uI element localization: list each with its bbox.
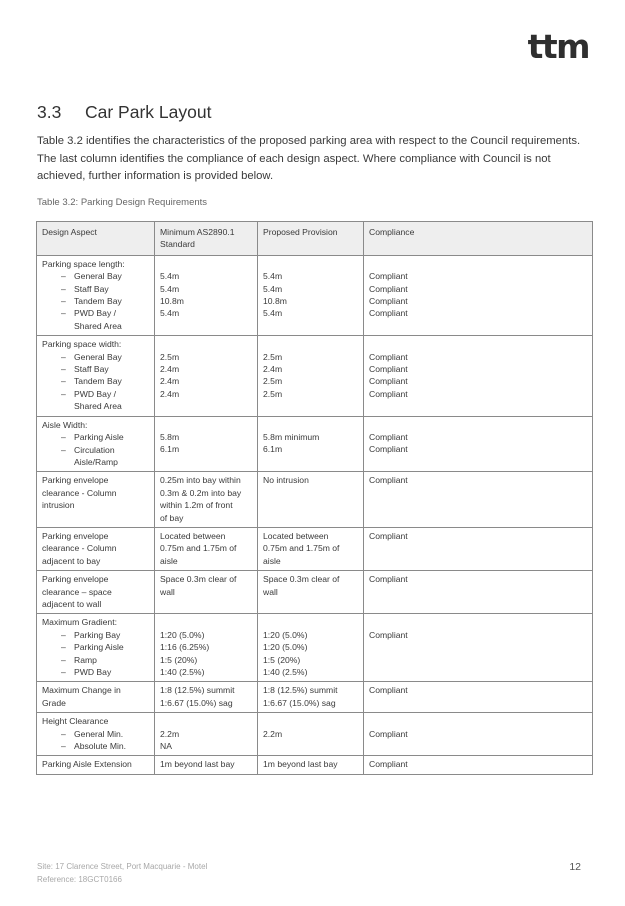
- minimum-standard-cell: [155, 571, 258, 614]
- sub-item: [42, 375, 149, 387]
- min-value: 5.4m: [160, 271, 180, 282]
- sub-item: [42, 431, 149, 443]
- design-aspect-cell: [37, 472, 155, 528]
- sub-item: [42, 388, 149, 413]
- spacer: [160, 419, 252, 431]
- minimum-standard-cell: [155, 713, 258, 756]
- sub-item-label: – Tandem Bay: [74, 376, 122, 387]
- proposed-provision-cell: [258, 756, 364, 774]
- compliance-value: Compliant: [369, 296, 408, 307]
- proposed-value: 2.5m: [263, 351, 283, 362]
- aspect-text: intrusion: [42, 500, 75, 511]
- compliance-value: Compliant: [369, 271, 408, 282]
- proposed-value: 1m beyond last bay: [263, 759, 338, 770]
- aspect-text: adjacent to wall: [42, 598, 102, 609]
- proposed-value: 5.4m: [263, 283, 283, 294]
- proposed-value: 2.4m: [263, 364, 283, 375]
- group-title: Height Clearance: [42, 716, 109, 727]
- proposed-provision-cell: [258, 472, 364, 528]
- min-value: 2.5m: [160, 351, 180, 362]
- min-value: Space 0.3m clear of: [160, 574, 237, 585]
- proposed-value: 1:20 (5.0%): [263, 629, 308, 640]
- sub-item: [42, 641, 149, 653]
- min-value: NA: [160, 741, 172, 752]
- spacer: [160, 320, 252, 332]
- compliance-value: Compliant: [369, 759, 408, 770]
- minimum-standard-cell: [155, 614, 258, 682]
- sub-item-label: – General Bay: [74, 351, 122, 362]
- spacer: [369, 400, 587, 412]
- compliance-cell: [364, 336, 593, 416]
- proposed-provision-cell: [258, 255, 364, 335]
- sub-item: [42, 295, 149, 307]
- proposed-value: 1:40 (2.5%): [263, 666, 308, 677]
- table-row: [37, 614, 593, 682]
- design-aspect-cell: [37, 416, 155, 472]
- section-number: 3.3: [37, 102, 62, 122]
- compliance-value: Compliant: [369, 376, 408, 387]
- sub-item-label: – PWD Bay /: [74, 388, 117, 399]
- proposed-value: wall: [263, 586, 278, 597]
- group-title: Parking space width:: [42, 339, 122, 350]
- header-proposed-provision: Proposed Provision: [258, 222, 364, 256]
- aspect-text: clearance - Column: [42, 487, 117, 498]
- min-value: 1:6.67 (15.0%) sag: [160, 697, 233, 708]
- sub-item-label: – PWD Bay /: [74, 308, 117, 319]
- min-value: 2.2m: [160, 728, 180, 739]
- aspect-text: Parking envelope: [42, 530, 109, 541]
- compliance-value: [369, 740, 587, 752]
- design-aspect-cell: [37, 713, 155, 756]
- sub-item-label: – Staff Bay: [74, 283, 109, 294]
- sub-item: [42, 283, 149, 295]
- minimum-standard-cell: [155, 472, 258, 528]
- compliance-value: Compliant: [369, 308, 408, 319]
- header-minimum-standard: Minimum AS2890.1 Standard: [155, 222, 258, 256]
- sub-item-label: – Absolute Min.: [74, 741, 127, 752]
- min-value: 5.4m: [160, 283, 180, 294]
- min-value: within 1.2m of front: [160, 500, 233, 511]
- proposed-value: Located between: [263, 530, 329, 541]
- min-value: 0.25m into bay within: [160, 475, 241, 486]
- compliance-value: Compliant: [369, 432, 408, 443]
- compliance-cell: [364, 527, 593, 570]
- footer-reference: Reference: 18GCT0166: [37, 875, 122, 884]
- table-row: [37, 756, 593, 774]
- min-value: 2.4m: [160, 364, 180, 375]
- proposed-provision-cell: [258, 614, 364, 682]
- min-value: of bay: [160, 512, 184, 523]
- section-title: Car Park Layout: [85, 102, 212, 122]
- spacer: [369, 258, 587, 270]
- sub-item-label: – Parking Aisle: [74, 642, 124, 653]
- parking-requirements-table: [36, 221, 593, 775]
- spacer: [263, 419, 358, 431]
- spacer: [263, 320, 358, 332]
- compliance-cell: [364, 255, 593, 335]
- proposed-value: 10.8m: [263, 296, 287, 307]
- sub-item-label: – Ramp: [74, 654, 97, 665]
- sub-item: [42, 351, 149, 363]
- spacer: [160, 258, 252, 270]
- sub-item: [42, 629, 149, 641]
- proposed-value: No intrusion: [263, 475, 309, 486]
- aspect-text: Parking Aisle Extension: [42, 759, 132, 770]
- compliance-cell: [364, 682, 593, 713]
- min-value: 1:8 (12.5%) summit: [160, 685, 235, 696]
- aspect-text: Grade: [42, 697, 66, 708]
- aspect-text: Parking envelope: [42, 475, 109, 486]
- table-row: [37, 713, 593, 756]
- spacer: [369, 338, 587, 350]
- sub-item-label: – Circulation: [74, 444, 115, 455]
- proposed-value: 5.4m: [263, 308, 283, 319]
- spacer: [160, 616, 252, 628]
- spacer: [263, 456, 358, 468]
- spacer: [160, 400, 252, 412]
- group-title: Aisle Width:: [42, 419, 88, 430]
- sub-item-label: – Tandem Bay: [74, 296, 122, 307]
- table-caption: Table 3.2: Parking Design Requirements: [37, 197, 208, 208]
- spacer: [369, 320, 587, 332]
- compliance-value: Compliant: [369, 475, 408, 486]
- compliance-value: Compliant: [369, 685, 408, 696]
- table-row: [37, 255, 593, 335]
- sub-item-label: Shared Area: [74, 401, 122, 412]
- sub-item: [42, 654, 149, 666]
- intro-paragraph: Table 3.2 identifies the characteristics of the proposed parking area with respect to the Council requirements. The last column identifies the compliance of each design aspect. Where compliance with Council is not achieved, further information is provided below.: [37, 135, 581, 182]
- design-aspect-cell: [37, 614, 155, 682]
- proposed-value: 5.4m: [263, 271, 283, 282]
- compliance-value: Compliant: [369, 364, 408, 375]
- sub-item: [42, 270, 149, 282]
- proposed-value: 1:6.67 (15.0%) sag: [263, 697, 336, 708]
- proposed-provision-cell: [258, 713, 364, 756]
- page-number: 12: [569, 861, 581, 873]
- design-aspect-cell: [37, 571, 155, 614]
- compliance-value: Compliant: [369, 574, 408, 585]
- compliance-value: Compliant: [369, 530, 408, 541]
- min-value: 1:5 (20%): [160, 654, 198, 665]
- spacer: [263, 400, 358, 412]
- design-aspect-cell: [37, 336, 155, 416]
- min-value: 5.4m: [160, 308, 180, 319]
- compliance-value: Compliant: [369, 444, 408, 455]
- compliance-value: Compliant: [369, 283, 408, 294]
- proposed-value: 1:20 (5.0%): [263, 642, 308, 653]
- sub-item-label: – PWD Bay: [74, 667, 112, 677]
- aspect-text: Parking envelope: [42, 574, 109, 585]
- sub-item: [42, 307, 149, 332]
- proposed-value: 2.5m: [263, 376, 283, 387]
- min-value: 6.1m: [160, 444, 180, 455]
- table-row: [37, 571, 593, 614]
- table-row: [37, 472, 593, 528]
- sub-item: [42, 666, 149, 678]
- minimum-standard-cell: [155, 682, 258, 713]
- compliance-cell: [364, 713, 593, 756]
- min-value: 10.8m: [160, 296, 184, 307]
- design-aspect-cell: [37, 756, 155, 774]
- spacer: [369, 456, 587, 468]
- table-row: [37, 527, 593, 570]
- group-title: Maximum Gradient:: [42, 617, 117, 628]
- ttm-logo: ttm: [527, 27, 589, 66]
- page-footer: [37, 860, 207, 886]
- compliance-value: Compliant: [369, 388, 408, 399]
- sub-item: [42, 740, 149, 752]
- min-value: 1:16 (6.25%): [160, 642, 210, 653]
- minimum-standard-cell: [155, 756, 258, 774]
- min-value: wall: [160, 586, 175, 597]
- minimum-standard-cell: [155, 527, 258, 570]
- proposed-value: Space 0.3m clear of: [263, 574, 340, 585]
- footer-site: Site: 17 Clarence Street, Port Macquarie - Motel: [37, 862, 208, 871]
- header-compliance: Compliance: [364, 222, 593, 256]
- spacer: [369, 419, 587, 431]
- group-title: Parking space length:: [42, 258, 125, 269]
- proposed-value: 1:8 (12.5%) summit: [263, 685, 338, 696]
- compliance-value: Compliant: [369, 629, 408, 640]
- compliance-cell: [364, 416, 593, 472]
- aspect-text: Maximum Change in: [42, 685, 121, 696]
- table-row: [37, 416, 593, 472]
- proposed-value: 2.2m: [263, 728, 283, 739]
- min-value: aisle: [160, 555, 178, 566]
- sub-item-label: Aisle/Ramp: [74, 456, 118, 467]
- compliance-cell: [364, 571, 593, 614]
- design-aspect-cell: [37, 527, 155, 570]
- compliance-cell: [364, 472, 593, 528]
- proposed-value: 1:5 (20%): [263, 654, 301, 665]
- proposed-provision-cell: [258, 682, 364, 713]
- compliance-cell: [364, 756, 593, 774]
- sub-item-label: – Staff Bay: [74, 364, 109, 375]
- min-value: 0.75m and 1.75m of: [160, 543, 237, 554]
- compliance-cell: [364, 614, 593, 682]
- design-aspect-cell: [37, 255, 155, 335]
- spacer: [263, 258, 358, 270]
- design-aspect-cell: [37, 682, 155, 713]
- spacer: [160, 715, 252, 727]
- min-value: 1:40 (2.5%): [160, 666, 205, 677]
- spacer: [160, 338, 252, 350]
- spacer: [160, 456, 252, 468]
- min-value: Located between: [160, 530, 226, 541]
- spacer: [263, 616, 358, 628]
- proposed-provision-cell: [258, 527, 364, 570]
- table-row: [37, 682, 593, 713]
- minimum-standard-cell: [155, 255, 258, 335]
- proposed-provision-cell: [258, 571, 364, 614]
- sub-item: [42, 444, 149, 469]
- sub-item-label: – Parking Bay: [74, 629, 121, 640]
- section-heading: [37, 102, 211, 123]
- compliance-value: Compliant: [369, 728, 408, 739]
- aspect-text: adjacent to bay: [42, 555, 101, 566]
- proposed-value: 2.5m: [263, 388, 283, 399]
- proposed-value: aisle: [263, 555, 281, 566]
- spacer: [369, 715, 587, 727]
- sub-item-label: – General Min.: [74, 728, 124, 739]
- sub-item-label: – Parking Aisle: [74, 432, 124, 443]
- aspect-text: clearance – space: [42, 586, 112, 597]
- min-value: 5.8m: [160, 432, 180, 443]
- header-design-aspect: Design Aspect: [37, 222, 155, 256]
- minimum-standard-cell: [155, 416, 258, 472]
- table-row: [37, 336, 593, 416]
- min-value: 2.4m: [160, 388, 180, 399]
- spacer: [263, 338, 358, 350]
- sub-item-label: – General Bay: [74, 271, 122, 282]
- spacer: [263, 715, 358, 727]
- compliance-value: Compliant: [369, 351, 408, 362]
- proposed-provision-cell: [258, 336, 364, 416]
- minimum-standard-cell: [155, 336, 258, 416]
- proposed-value: [263, 740, 358, 752]
- proposed-value: 0.75m and 1.75m of: [263, 543, 340, 554]
- sub-item-label: Shared Area: [74, 320, 122, 331]
- proposed-value: 6.1m: [263, 444, 283, 455]
- sub-item: [42, 728, 149, 740]
- aspect-text: clearance - Column: [42, 543, 117, 554]
- proposed-value: 5.8m minimum: [263, 432, 320, 443]
- proposed-provision-cell: [258, 416, 364, 472]
- min-value: 2.4m: [160, 376, 180, 387]
- min-value: 1m beyond last bay: [160, 759, 235, 770]
- min-value: 0.3m & 0.2m into bay: [160, 487, 242, 498]
- sub-item: [42, 363, 149, 375]
- spacer: [369, 616, 587, 628]
- table-header-row: [37, 222, 593, 256]
- min-value: 1:20 (5.0%): [160, 629, 205, 640]
